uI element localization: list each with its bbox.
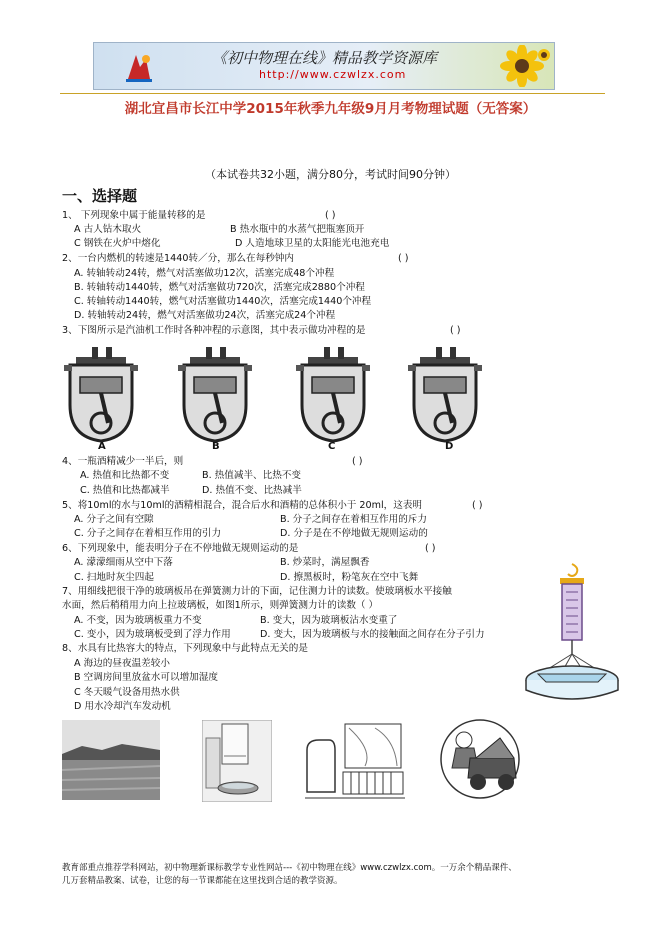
engine-strokes-figure bbox=[62, 345, 482, 453]
engine-d-icon bbox=[408, 347, 482, 441]
title-divider bbox=[60, 93, 605, 94]
q2-option-a: A. 转轴转动24转，燃气对活塞做功12次，活塞完成48个冲程 bbox=[74, 268, 335, 279]
q6-option-b: B. 炒菜时，满屋飘香 bbox=[280, 557, 370, 568]
footer-note bbox=[62, 862, 517, 888]
banner-title: 《初中物理在线》精品教学资源库 bbox=[212, 49, 438, 67]
air-conditioner-room-photo bbox=[202, 720, 272, 802]
banner-url: http://www.czwlzx.com bbox=[259, 68, 407, 81]
q5-stem: 5、将10ml的水与10ml的酒精相混合，混合后水和酒精的总体积小于 20ml，这表明 bbox=[62, 500, 423, 511]
q1-option-b: B 热水瓶中的水蒸气把瓶塞顶开 bbox=[230, 224, 365, 235]
q2-stem: 2、一台内燃机的转速是1440转／分，那么在每秒钟内 bbox=[62, 253, 294, 264]
q8-option-c: C 冬天暖气设备用热水供 bbox=[74, 687, 180, 698]
q3-stem: 3、下图所示是汽油机工作时各种冲程的示意图，其中表示做功冲程的是 bbox=[62, 325, 366, 336]
engine-b-icon bbox=[178, 347, 252, 441]
q5-option-d: D. 分子是在不停地做无规则运动的 bbox=[280, 528, 428, 539]
q2-answer-paren: ( ) bbox=[398, 253, 409, 264]
q4-stem: 4、一瓶酒精减少一半后，则 bbox=[62, 456, 184, 467]
footer-line-2: 几万套精品教案、试卷，让您的每一节课都能在这里找到合适的教学资源。 bbox=[62, 876, 343, 886]
q7-stem-line1: 7、用细线把很干净的玻璃板吊在弹簧测力计的下面，记住测力计的读数。使玻璃板水平接触 bbox=[62, 586, 452, 597]
q2-option-d: D. 转轴转动24转，燃气对活塞做功24次，活塞完成24个冲程 bbox=[74, 310, 336, 321]
site-logo-icon bbox=[122, 49, 156, 83]
q5-answer-paren: ( ) bbox=[472, 500, 483, 511]
q1-option-d: D 人造地球卫星的太阳能光电池充电 bbox=[235, 238, 390, 249]
q4-option-a: A. 热值和比热都不变 bbox=[80, 470, 170, 481]
q7-option-c: C. 变小，因为玻璃板受到了浮力作用 bbox=[74, 629, 231, 640]
q6-option-d: D. 擦黑板时，粉笔灰在空中飞舞 bbox=[280, 572, 419, 583]
seaside-photo bbox=[62, 720, 160, 800]
q8-option-d: D 用水冷却汽车发动机 bbox=[74, 701, 171, 712]
page-title: 湖北宜昌市长江中学2015年秋季九年级9月月考物理试题（无答案） bbox=[124, 101, 537, 117]
q4-answer-paren: ( ) bbox=[352, 456, 363, 467]
q1-option-a: A 古人钻木取火 bbox=[74, 224, 142, 235]
q7-stem-line2: 水面，然后稍稍用力向上拉玻璃板，如图1所示，则弹簧测力计的读数（ ） bbox=[62, 600, 379, 611]
engine-label-a: A bbox=[98, 441, 106, 452]
q6-stem: 6、下列现象中，能表明分子在不停地做无规则运动的是 bbox=[62, 543, 299, 554]
q8-option-b: B 空调房间里放盆水可以增加湿度 bbox=[74, 672, 218, 683]
q8-stem: 8、水具有比热容大的特点，下列现象中与此特点无关的是 bbox=[62, 643, 308, 654]
q1-answer-paren: ( ) bbox=[325, 210, 336, 221]
car-engine-repair-icon bbox=[440, 718, 520, 800]
q7-option-d: D. 变大，因为玻璃板与水的接触面之间存在分子引力 bbox=[260, 629, 485, 640]
q6-answer-paren: ( ) bbox=[425, 543, 436, 554]
q6-option-a: A. 濛濛细雨从空中下落 bbox=[74, 557, 173, 568]
exam-info: （本试卷共32小题，满分80分，考试时间90分钟） bbox=[205, 168, 456, 181]
q4-option-c: C. 热值和比热都减半 bbox=[80, 485, 170, 496]
radiator-room-icon bbox=[305, 720, 405, 800]
q3-answer-paren: ( ) bbox=[450, 325, 461, 336]
q1-option-c: C 钢铁在火炉中熔化 bbox=[74, 238, 161, 249]
footer-line-1: 教育部重点推荐学科网站，初中物理新课标教学专业性网站---《初中物理在线》www.czwlzx.com。一万余个精品课件、 bbox=[62, 863, 517, 873]
site-banner bbox=[93, 42, 555, 90]
q2-option-b: B. 转轴转动1440转，燃气对活塞做功720次，活塞完成2880个冲程 bbox=[74, 282, 365, 293]
engine-label-b: B bbox=[212, 441, 220, 452]
engine-c-icon bbox=[296, 347, 370, 441]
section-heading: 一、选择题 bbox=[62, 187, 138, 205]
q8-option-a: A 海边的昼夜温差较小 bbox=[74, 658, 170, 669]
q5-option-c: C. 分子之间存在着相互作用的引力 bbox=[74, 528, 222, 539]
q5-option-a: A. 分子之间有空隙 bbox=[74, 514, 154, 525]
q5-option-b: B. 分子之间存在着相互作用的斥力 bbox=[280, 514, 427, 525]
engine-label-d: D bbox=[445, 441, 454, 452]
q2-option-c: C. 转轴转动1440转，燃气对活塞做功1440次，活塞完成1440个冲程 bbox=[74, 296, 372, 307]
q7-option-a: A. 不变，因为玻璃板重力不变 bbox=[74, 615, 202, 626]
q4-option-b: B. 热值减半、比热不变 bbox=[202, 470, 302, 481]
q1-stem: 1、 下列现象中属于能量转移的是 bbox=[62, 210, 206, 221]
engine-a-icon bbox=[64, 347, 138, 441]
sunflower-icon bbox=[500, 45, 550, 87]
spring-scale-figure bbox=[522, 562, 622, 707]
engine-label-c: C bbox=[328, 441, 336, 452]
q6-option-c: C. 扫地时灰尘四起 bbox=[74, 572, 154, 583]
q7-option-b: B. 变大，因为玻璃板沾水变重了 bbox=[260, 615, 398, 626]
q4-option-d: D. 热值不变、比热减半 bbox=[202, 485, 302, 496]
